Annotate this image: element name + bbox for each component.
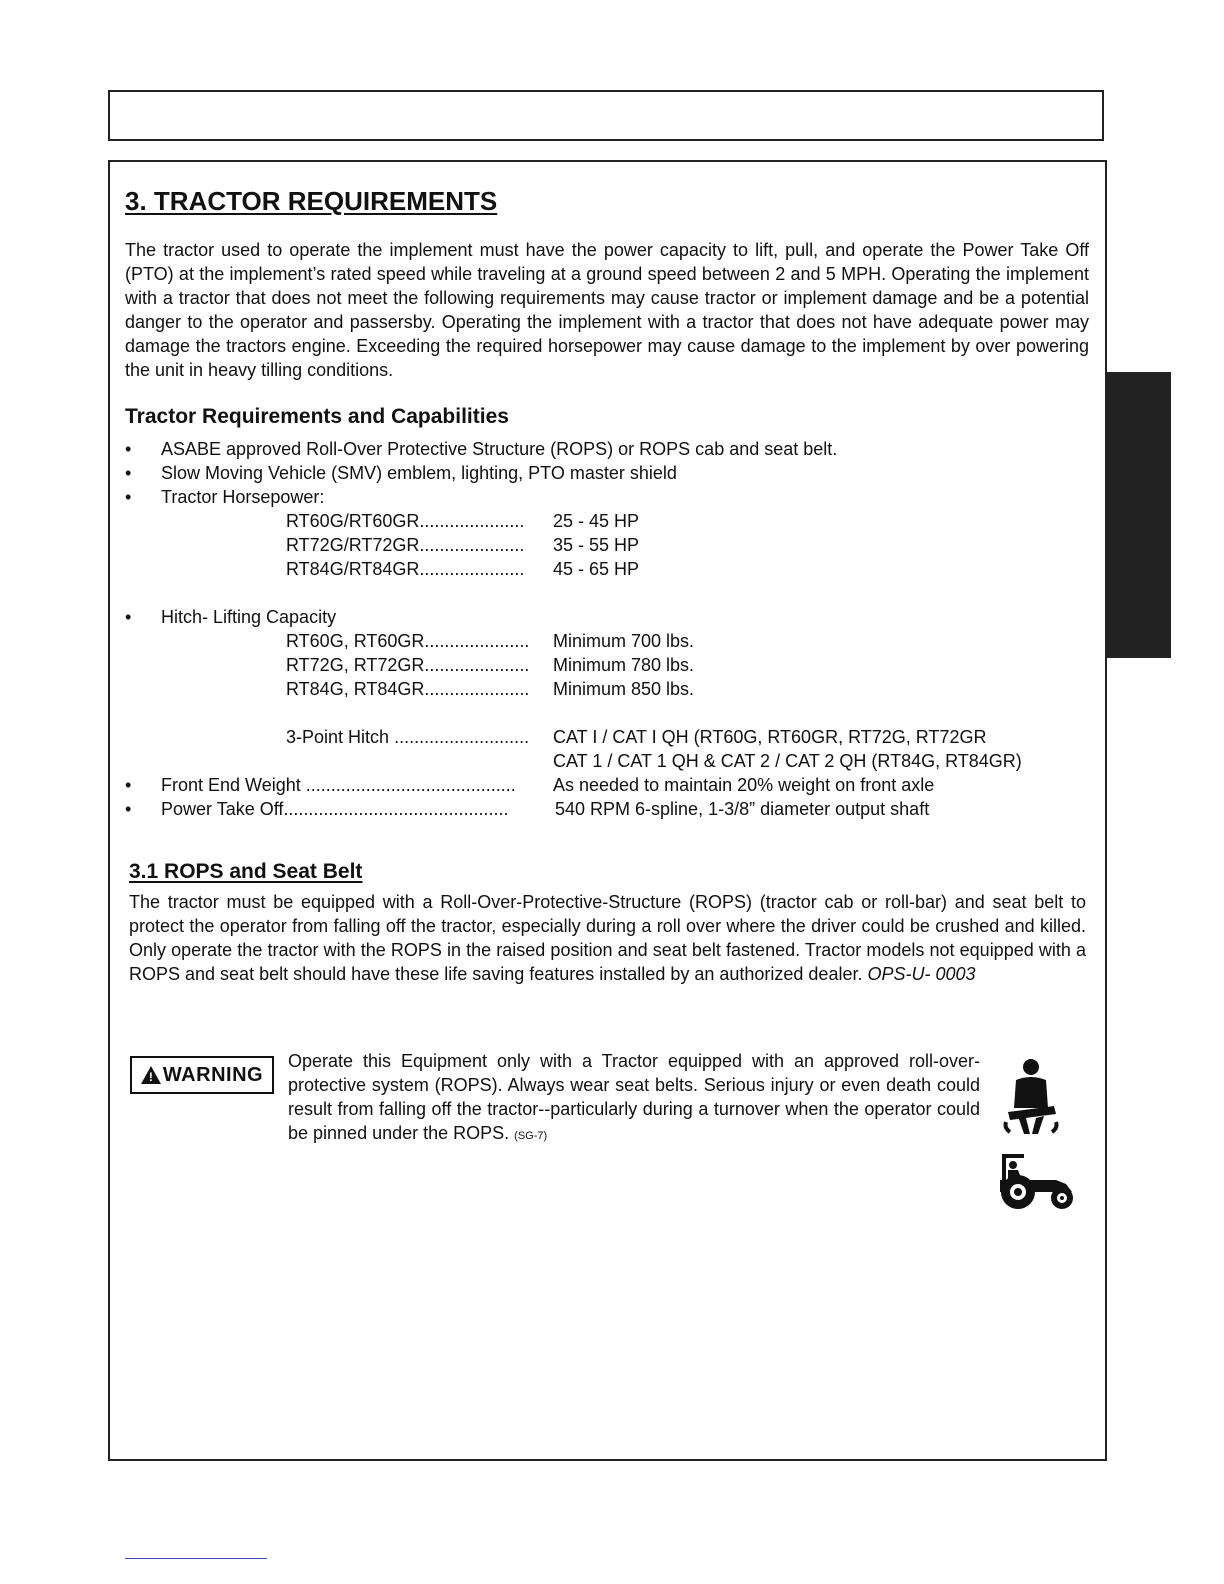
horsepower-label: Tractor Horsepower:: [161, 487, 325, 507]
warning-mark: !: [148, 1070, 154, 1084]
leader-dots: .....................: [424, 631, 530, 651]
bullet-marker: •: [125, 439, 132, 459]
warning-badge-label: WARNING: [162, 1063, 264, 1086]
lift-model: RT60G, RT60GR: [286, 631, 425, 651]
warning-text: Operate this Equipment only with a Tractor equipped with an approved roll-over-protective system (ROPS). Always wear seat belts. Serious injury or even death could result from falling off the tractor--particularly during a turnover when the operator could be pinned under the ROPS.: [288, 1051, 980, 1143]
footer-rule: [125, 1558, 267, 1559]
hp-value: 45 - 65 HP: [553, 559, 640, 579]
leader-dots: ..........................................: [305, 775, 516, 795]
warning-triangle-icon: [141, 1066, 161, 1084]
hp-model: RT84G/RT84GR: [286, 559, 420, 579]
front-weight-value: As needed to maintain 20% weight on front axle: [553, 775, 935, 795]
rops-code: OPS-U- 0003: [867, 964, 976, 984]
header-box: [108, 90, 1104, 141]
front-weight-row: [161, 773, 516, 797]
leader-dots: ...........................: [394, 727, 530, 747]
lift-value: Minimum 700 lbs.: [553, 631, 695, 651]
hp-model: RT60G/RT60GR: [286, 511, 420, 531]
hp-row: [286, 557, 524, 581]
bullet-marker: •: [125, 775, 132, 795]
smv-requirement: Slow Moving Vehicle (SMV) emblem, lighting, PTO master shield: [161, 463, 677, 483]
hitch-row: [286, 725, 529, 749]
pto-label: Power Take Off: [161, 799, 284, 819]
lift-value: Minimum 780 lbs.: [553, 655, 695, 675]
bullet-marker: •: [125, 463, 132, 483]
pto-row: [161, 797, 508, 821]
hitch-value-line1: CAT I / CAT I QH (RT60G, RT60GR, RT72G, RT72GR: [553, 727, 987, 747]
lift-value: Minimum 850 lbs.: [553, 679, 695, 699]
seatbelt-operator-icon: [1002, 1058, 1060, 1136]
hp-row: [286, 509, 524, 533]
rops-body: The tractor must be equipped with a Roll-Over-Protective-Structure (ROPS) (tractor cab or roll-bar) and seat belt to protect the operator from falling off the tractor, especially during a roll over where the driver could be crushed and killed. Only operate the tractor with the ROPS in the raised position and seat belt fastened. Tractor models not equipped with a ROPS and seat belt should have these life saving features installed by an authorized dealer.: [129, 892, 1086, 984]
intro-paragraph: The tractor used to operate the implement must have the power capacity to lift, pull, and operate the Power Take Off (PTO) at the implement’s rated speed while traveling at a ground speed between 2 and 5 MPH. Operating the implement with a tractor that does not meet the following requirements may cause tractor or implement damage and be a potential danger to the operator and passersby. Operating the implement with a tractor that does not have adequate power may damage the tractors engine. Exceeding the required horsepower may cause damage to the implement by over powering the unit in heavy tilling conditions.: [125, 240, 1089, 380]
leader-dots: .....................: [419, 511, 525, 531]
leader-dots: .....................: [419, 535, 525, 555]
lift-model: RT84G, RT84GR: [286, 679, 425, 699]
leader-dots: .....................: [424, 679, 530, 699]
hp-row: [286, 533, 524, 557]
warning-badge: [130, 1056, 274, 1094]
pto-value: 540 RPM 6-spline, 1-3/8” diameter output shaft: [555, 799, 930, 819]
leader-dots: .....................: [424, 655, 530, 675]
capabilities-heading: Tractor Requirements and Capabilities: [125, 405, 509, 428]
lift-model: RT72G, RT72GR: [286, 655, 425, 675]
bullet-marker: •: [125, 799, 132, 819]
hitch-label: 3-Point Hitch: [286, 727, 390, 747]
rops-requirement: ASABE approved Roll-Over Protective Structure (ROPS) or ROPS cab and seat belt.: [161, 439, 838, 459]
leader-dots: .....................: [419, 559, 525, 579]
hp-value: 25 - 45 HP: [553, 511, 640, 531]
leader-dots: .............................................: [283, 799, 509, 819]
lift-row: [286, 677, 529, 701]
lifting-capacity-label: Hitch- Lifting Capacity: [161, 607, 337, 627]
lift-row: [286, 629, 529, 653]
hp-value: 35 - 55 HP: [553, 535, 640, 555]
bullet-marker: •: [125, 487, 132, 507]
rops-heading: 3.1 ROPS and Seat Belt: [129, 860, 363, 883]
front-weight-label: Front End Weight: [161, 775, 301, 795]
hp-model: RT72G/RT72GR: [286, 535, 420, 555]
tractor-icon: [996, 1150, 1076, 1212]
lift-row: [286, 653, 529, 677]
section-side-tab: [1107, 372, 1171, 658]
hitch-value-line2: CAT 1 / CAT 1 QH & CAT 2 / CAT 2 QH (RT84G, RT84GR): [553, 751, 1022, 771]
rops-paragraph: [129, 890, 1086, 986]
warning-code: (SG-7): [514, 1130, 548, 1142]
section-title: 3. TRACTOR REQUIREMENTS: [125, 186, 498, 216]
bullet-marker: •: [125, 607, 132, 627]
warning-paragraph: [288, 1049, 980, 1148]
